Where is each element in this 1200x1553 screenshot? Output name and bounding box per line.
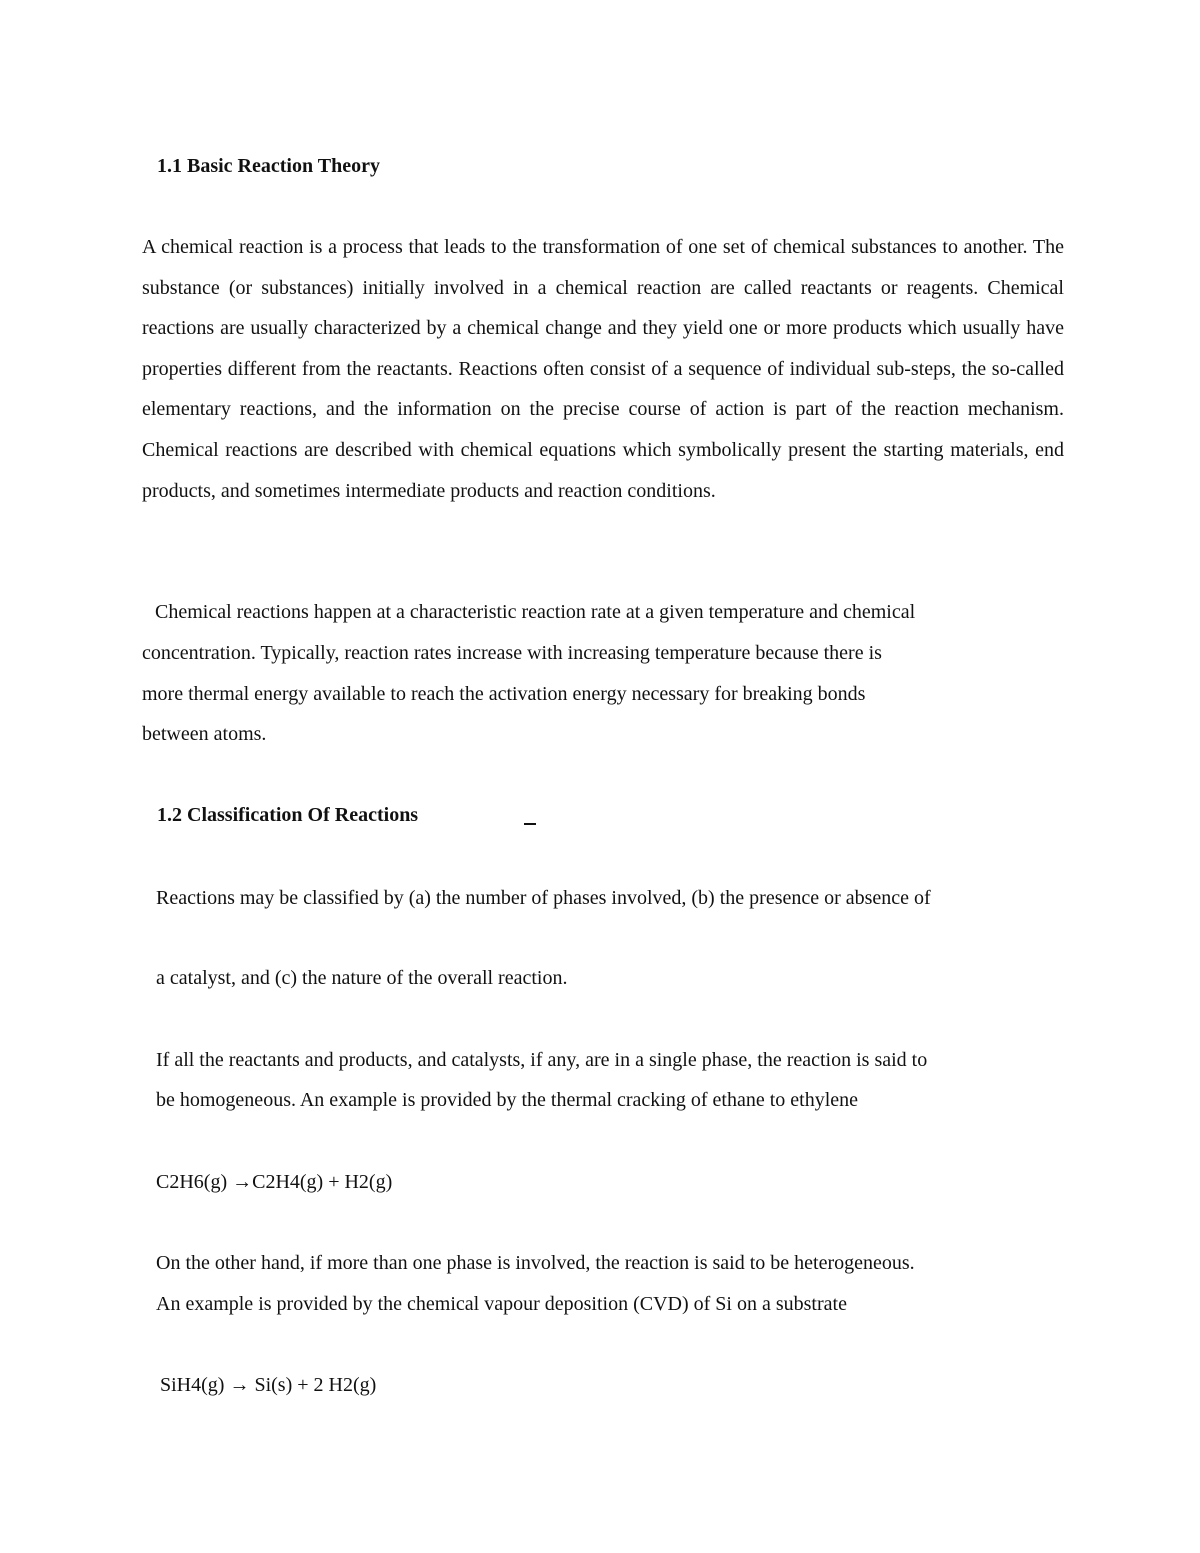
classification-intro-line-2: a catalyst, and (c) the nature of the overall reaction. [156, 967, 568, 989]
paragraph-reaction-rate-line-3: more thermal energy available to reach the activation energy necessary for breaking bonds [142, 683, 866, 705]
classification-intro-line-1: Reactions may be classified by (a) the number of phases involved, (b) the presence or absence of [156, 887, 931, 909]
paragraph-chemical-reaction-definition: A chemical reaction is a process that leads to the transformation of one set of chemical substances to another. The substance (or substances) initially involved in a chemical reaction are called reactants or reagents. Chemical reactions are usually characterized by a chemical change and they yield one or more products which usually have properties different from the reactants. Reactions often consist of a sequence of individual sub-steps, the so-called elementary reactions, and the information on the precise course of action is part of the reaction mechanism. Chemical reactions are described with chemical equations which symbolically present the starting materials, end products, and sometimes intermediate products and reaction conditions. [142, 236, 1064, 502]
homogeneous-line-1: If all the reactants and products, and catalysts, if any, are in a single phase, the reaction is said to [156, 1049, 928, 1071]
equation-ethane-cracking: C2H6(g) →C2H4(g) + H2(g) [156, 1171, 393, 1193]
paragraph-reaction-rate-line-2: concentration. Typically, reaction rates increase with increasing temperature because there is [142, 642, 882, 664]
section-heading-classification: 1.2 Classification Of Reactions [157, 804, 419, 826]
equation-silane-cvd: SiH4(g) → Si(s) + 2 H2(g) [160, 1374, 377, 1396]
heterogeneous-line-1: On the other hand, if more than one phase is involved, the reaction is said to be heterogeneous. [156, 1252, 915, 1274]
homogeneous-line-2: be homogeneous. An example is provided by the thermal cracking of ethane to ethylene [156, 1089, 859, 1111]
stray-dash-mark [524, 823, 536, 825]
paragraph-reaction-rate-line-1: Chemical reactions happen at a characteristic reaction rate at a given temperature and chemical [155, 601, 916, 623]
section-heading-basic-reaction-theory: 1.1 Basic Reaction Theory [157, 155, 380, 177]
heterogeneous-line-2: An example is provided by the chemical vapour deposition (CVD) of Si on a substrate [156, 1293, 847, 1315]
paragraph-reaction-rate-line-4: between atoms. [142, 723, 267, 745]
